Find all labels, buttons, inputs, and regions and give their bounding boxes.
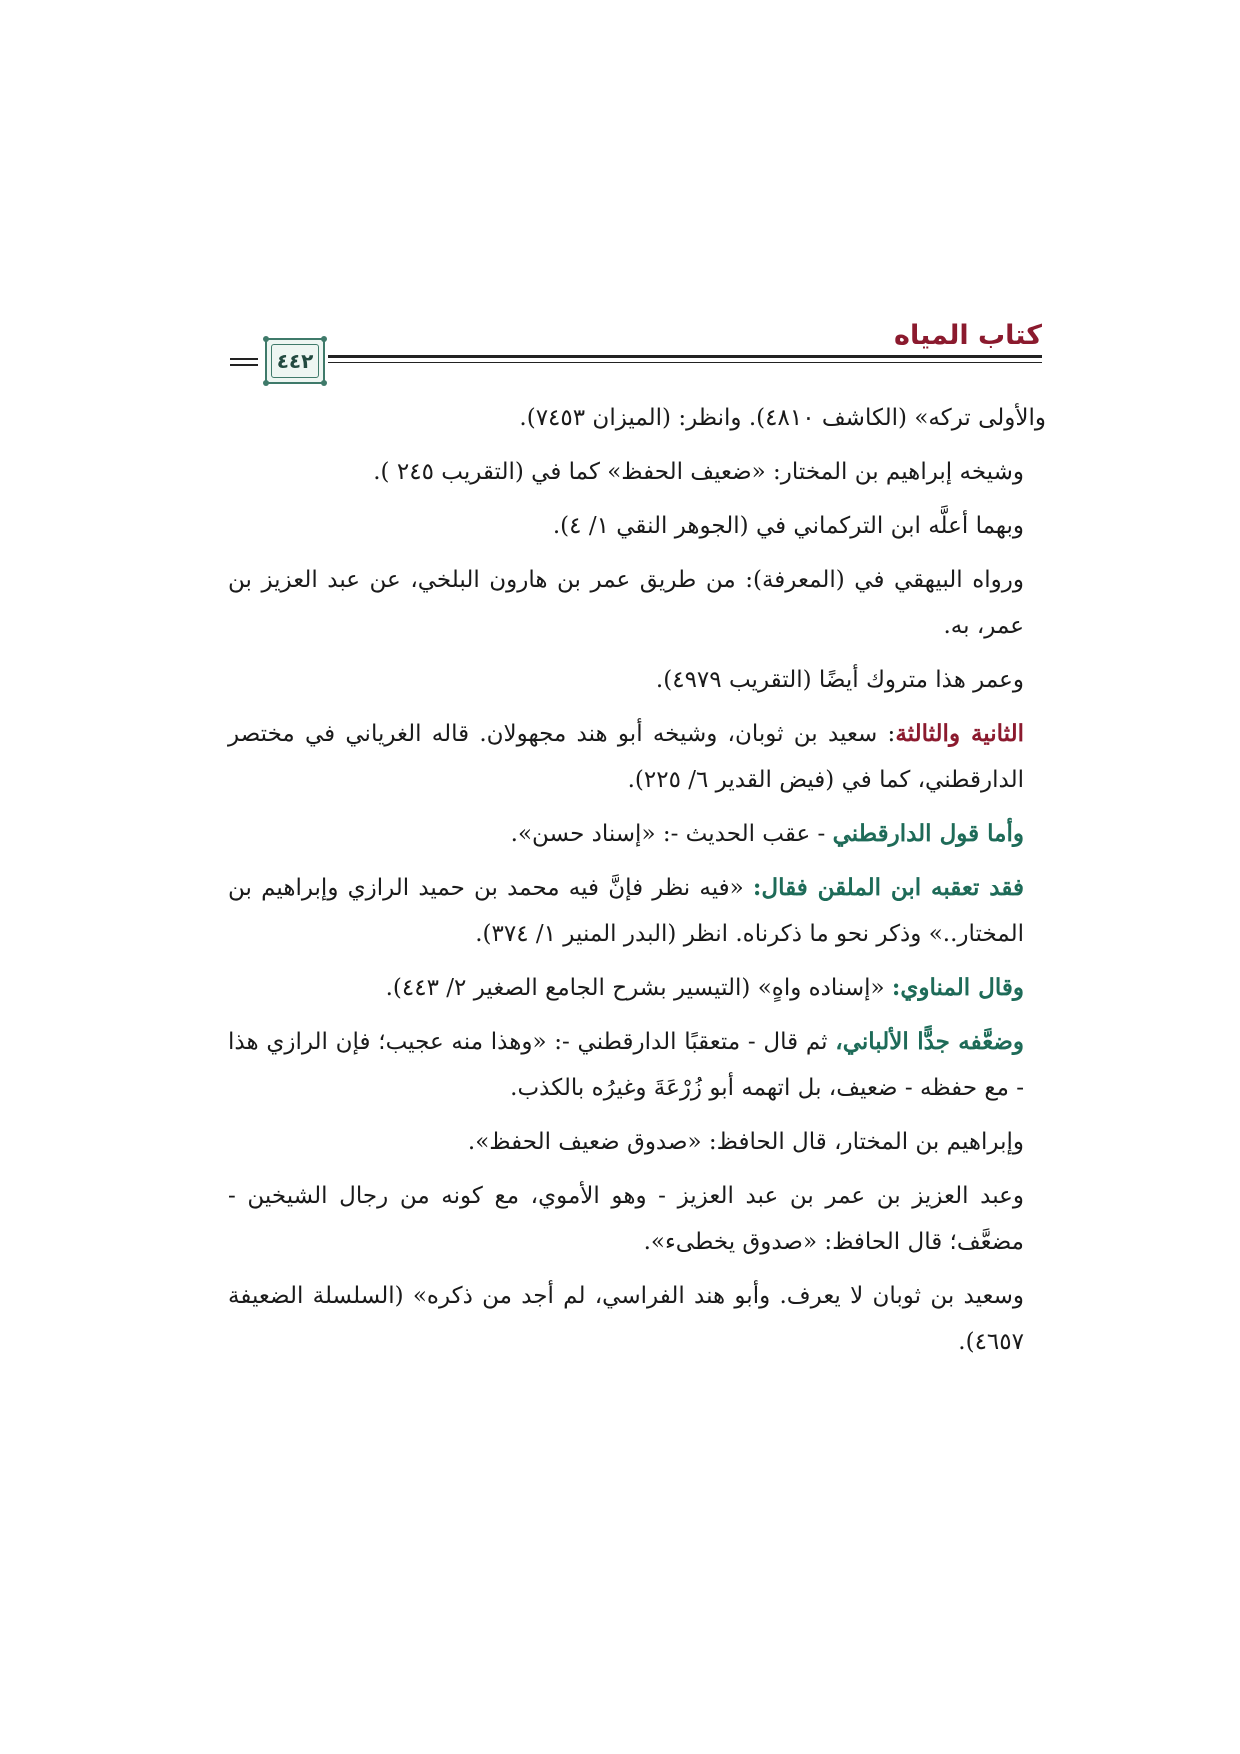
paragraph-text: : سعيد بن ثوبان، وشيخه أبو هند مجهولان. قاله الغرياني في مختصر الدارقطني، كما في (فيض القدير ٦/ ٢٢٥). xyxy=(228,721,1024,793)
badge-ornament-icon xyxy=(321,336,327,342)
header-rule-left-top xyxy=(230,358,258,360)
header-rule-thin xyxy=(328,362,1042,363)
main-text xyxy=(228,395,1046,1373)
page-number: ٤٤٢ xyxy=(276,349,314,373)
paragraph: وعبد العزيز بن عمر بن عبد العزيز - وهو الأموي، مع كونه من رجال الشيخين - مضعَّف؛ قال الحافظ: «صدوق يخطىء». xyxy=(228,1183,1024,1255)
header-rule-thick xyxy=(328,355,1042,358)
badge-ornament-icon xyxy=(321,380,327,386)
paragraph xyxy=(228,1019,1046,1111)
section-heading: وقال المناوي: xyxy=(891,974,1024,1001)
chapter-title: كتاب المياه xyxy=(894,320,1042,351)
section-heading: وضعَّفه جدًّا الألباني، xyxy=(835,1028,1025,1055)
section-heading: الثانية والثالثة xyxy=(895,720,1024,747)
paragraph xyxy=(228,711,1046,803)
paragraph: وإبراهيم بن المختار، قال الحافظ: «صدوق ضعيف الحفظ». xyxy=(467,1129,1024,1155)
paragraph: وسعيد بن ثوبان لا يعرف. وأبو هند الفراسي، لم أجد من ذكره» (السلسلة الضعيفة ٤٦٥٧). xyxy=(228,1283,1024,1355)
section-heading: وأما قول الدارقطني xyxy=(832,820,1024,847)
paragraph-text: ثم قال - متعقبًا الدارقطني -: «وهذا منه عجيب؛ فإن الرازي هذا - مع حفظه - ضعيف، بل اتهمه أبو زُرْعَةَ وغيرُه بالكذب. xyxy=(228,1029,1024,1101)
paragraph-text: - عقب الحديث -: «إسناد حسن». xyxy=(510,821,833,847)
paragraph: ورواه البيهقي في (المعرفة): من طريق عمر بن هارون البلخي، عن عبد العزيز بن عمر، به. xyxy=(228,567,1024,639)
section-heading: فقد تعقبه ابن الملقن فقال: xyxy=(752,874,1024,901)
paragraph-text: «فيه نظر فإنَّ فيه محمد بن حميد الرازي وإبراهيم بن المختار..» وذكر نحو ما ذكرناه. انظر (البدر المنير ١/ ٣٧٤). xyxy=(228,875,1024,947)
paragraph: وبهما أعلَّه ابن التركماني في (الجوهر النقي ١/ ٤). xyxy=(552,513,1024,539)
badge-ornament-icon xyxy=(263,336,269,342)
badge-ornament-icon xyxy=(263,380,269,386)
paragraph: وعمر هذا متروك أيضًا (التقريب ٤٩٧٩). xyxy=(655,667,1024,693)
paragraph: والأولى تركه» (الكاشف ٤٨١٠). وانظر: (الميزان ٧٤٥٣). xyxy=(519,405,1046,431)
paragraph xyxy=(228,965,1046,1011)
page-header xyxy=(230,310,1042,390)
paragraph xyxy=(228,811,1046,857)
page-number-badge xyxy=(265,338,325,384)
paragraph: وشيخه إبراهيم بن المختار: «ضعيف الحفظ» كما في (التقريب ٢٤٥ ). xyxy=(373,459,1024,485)
paragraph xyxy=(228,865,1046,957)
paragraph-text: «إسناده واهٍ» (التيسير بشرح الجامع الصغير ٢/ ٤٤٣). xyxy=(385,975,892,1001)
header-rule-left-bottom xyxy=(230,364,258,366)
